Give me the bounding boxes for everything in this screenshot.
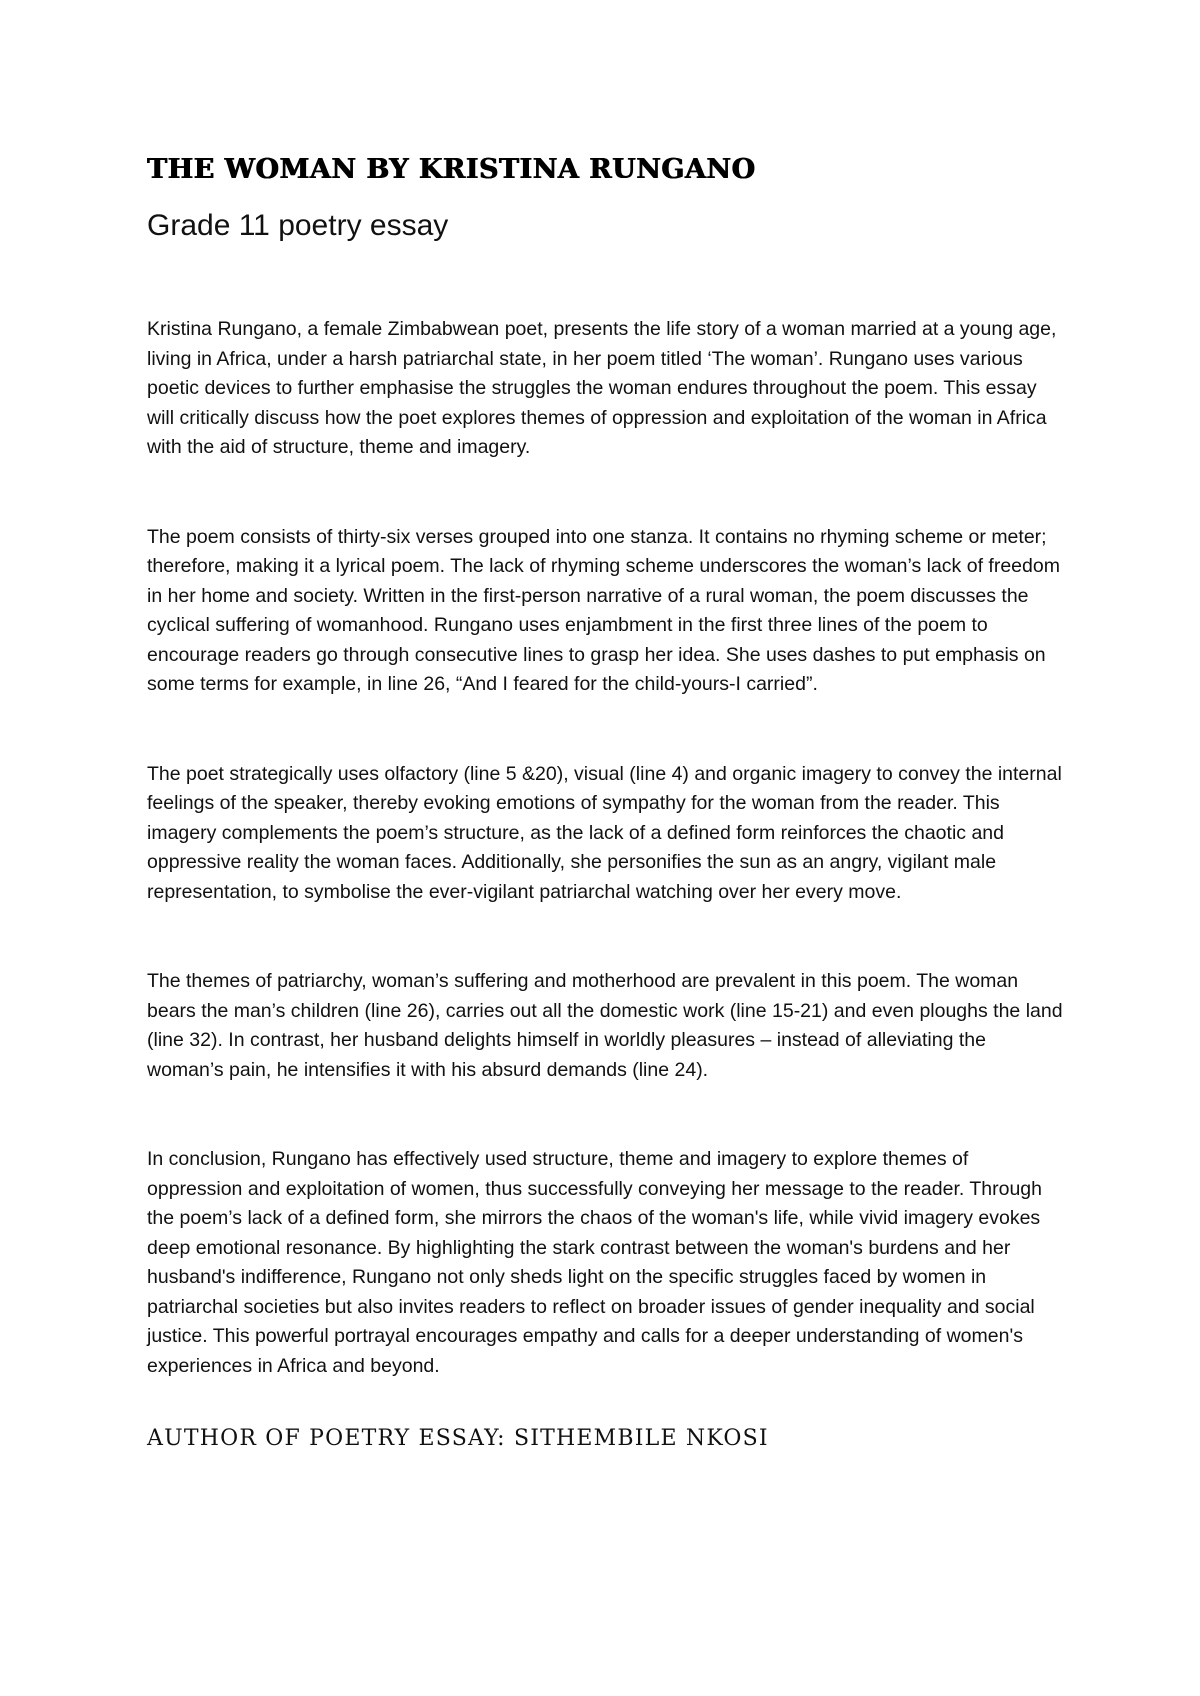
document-subtitle: Grade 11 poetry essay xyxy=(147,209,449,242)
paragraph-introduction: Kristina Rungano, a female Zimbabwean poet, presents the life story of a woman married at a young age, living in Africa, under a harsh patriarchal state, in her poem titled ‘The woman’. Rungano uses various poetic devices to further emphasise the struggles the woman endures throughout the poem. This essay will critically discuss how the poet explores themes of oppression and exploitation of the woman in Africa with the aid of structure, theme and imagery. xyxy=(147,318,1057,458)
paragraph-structure: The poem consists of thirty-six verses grouped into one stanza. It contains no rhyming scheme or meter; therefore, making it a lyrical poem. The lack of rhyming scheme underscores the woman’s lack of freedom in her home and society. Written in the first-person narrative of a rural woman, the poem discusses the cyclical suffering of womanhood. Rungano uses enjambment in the first three lines of the poem to encourage readers go through consecutive lines to grasp her idea. She uses dashes to put emphasis on some terms for example, in line 26, “And I feared for the child-yours-I carried”. xyxy=(147,525,1060,695)
document-title: THE WOMAN BY KRISTINA RUNGANO xyxy=(147,154,756,185)
paragraph-conclusion: In conclusion, Rungano has effectively used structure, theme and imagery to explore themes of oppression and exploitation of women, thus successfully conveying her message to the reader. Through the poem’s lack of a defined form, she mirrors the chaos of the woman's life, while vivid imagery evokes deep emotional resonance. By highlighting the stark contrast between the woman's burdens and her husband's indifference, Rungano not only sheds light on the specific struggles faced by women in patriarchal societies but also invites readers to reflect on broader issues of gender inequality and social justice. This powerful portrayal encourages empathy and calls for a deeper understanding of women's experiences in Africa and beyond. xyxy=(147,1148,1043,1377)
paragraph-imagery: The poet strategically uses olfactory (line 5 &20), visual (line 4) and organic imagery to convey the internal feelings of the speaker, thereby evoking emotions of sympathy for the woman from the reader. This imagery complements the poem’s structure, as the lack of a defined form reinforces the chaotic and oppressive reality the woman faces. Additionally, she personifies the sun as an angry, vigilant male representation, to symbolise the ever-vigilant patriarchal watching over her every move. xyxy=(147,762,1062,903)
document-body xyxy=(147,150,1067,1455)
author-credit: AUTHOR OF POETRY ESSAY: SITHEMBILE NKOSI xyxy=(147,1426,769,1451)
paragraph-themes: The themes of patriarchy, woman’s suffering and motherhood are prevalent in this poem. The woman bears the man’s children (line 26), carries out all the domestic work (line 15-21) and even ploughs the land (line 32). In contrast, her husband delights himself in worldly pleasures – instead of alleviating the woman’s pain, he intensifies it with his absurd demands (line 24). xyxy=(147,970,1063,1081)
